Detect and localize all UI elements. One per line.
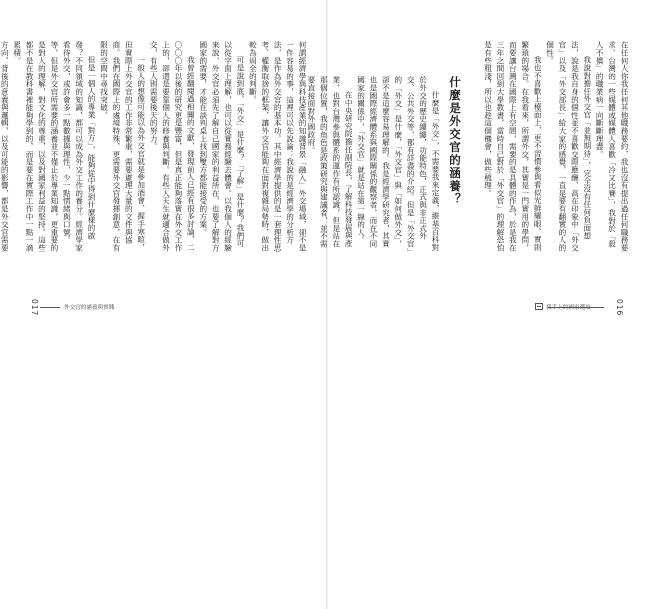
section-title: 什麼是外交官的涵養？	[448, 76, 462, 206]
body-paragraph: 何謂經濟學與科技產業的知識背景「融入」外交場域，卻不是一件容易的事，這裡可以先說論：我說的是經濟學的分析方法，是作為外交官的基本功。其中經濟學提供的是一套理性思考、權衡取捨的框架，讓外交官能夠在面對複雜局勢時，做出較為周全的判斷。	[248, 41, 307, 252]
section-paragraph: 什麼是「外交」，不需要我來定義，維基百科對於外交的歷史縷縷，功能特色，正式與非正式外交、公共外交等，都有詳盡的介紹。但是「外交官」的「外交」是什麼，「外交官」與「如何做外交」，卻不是這麼容易理解的。我是經濟學研究者，其實也是國際經濟體系與國際關係的觀察者，而在不同國家的關係中，「外交官」就是站在第一線的人。	[356, 76, 440, 252]
left-footer-rule	[40, 307, 60, 308]
body-paragraph: 但是一個人的專業「對方」，能夠從中得到什麼樣的啟發？不同領域的知識，都可以成為外交工作的養分。經濟學家看待外交，或許會多一點數據與理性，少一點情緒與口號。	[62, 41, 97, 252]
left-page-text	[0, 41, 308, 253]
right-page-number: 016	[615, 299, 624, 317]
body-paragraph: 我曾經翻閱過相關的文獻，發現前人已經有很多討論，二〇〇〇年以後的研究更是豐富，但是真正能夠落實在外交工作上的，卻還是要靠個人的修養與判斷。有些人天生就適合做外交，有些人則需要後天的努力。	[149, 41, 196, 252]
right-running-head: 我手上的國家選項	[546, 305, 591, 311]
section-paragraph: 在中央研究院擔任副院長，了解科技發展與產業，也對台灣參與體系的運作有所認識，但是站在那個位置，我的角色是政策研究與建議者，並不需要直接面對外國政府。	[306, 76, 354, 248]
left-running-head: 外交官的涵養與實踐	[64, 305, 115, 311]
body-paragraph: 等，但是外交官所需要的涵養並不僅止於專業知識，更重要的是對人的理解，對文化的尊重，以及對國家利益的堅持。這些都不是在教科書裡能夠學到的，而是要在實際工作中一點一滴累積。	[12, 41, 59, 252]
body-paragraph: 一般人的想像可能以為外交官就是參加酒會、握手寒暄，但實際上外交官的工作非常繁重，需要處理大量的文件與協商。我們在國際上的處境特殊，更需要外交官發揮創意，在有限的空間中尋找突破。	[99, 41, 146, 252]
left-page-number: 017	[30, 299, 39, 317]
intro-paragraph: 我也不喜歡上檯面上，更不習慣參與看似光鮮耀眼、實則繁瑣的場合。在我看來，所謂外交，其實是一門實用的學問，而要讓台灣在國際上有空間，需要的是具體的作為，於是我在三年之間回到大學教書，當時自己對於「外交官」的理解恐怕是有些粗淺，所以也趁這個機會，做些梳理。	[483, 41, 543, 252]
intro-paragraph: 在任何人你我任何其他職務要約，我也沒有提出過任何職務要求。台灣的一些媒體或媒體人喜歡「冷又比賽」，我對於「殺人不償」的職業病一向斷斷理盡。	[595, 41, 629, 252]
series-emblem-icon	[535, 303, 543, 310]
intro-paragraph: 我說對擔任外交官「並無期待」，完全沒有任何負面想法，說是我自身的個性並不喜歡交際應酬、高在印象中「外交官」以及「外交部長」給大家的感覺，一直是要有翻實的人的個性。	[545, 41, 592, 252]
right-page-intro-text	[462, 41, 630, 253]
body-paragraph: 可是說到底，「外交」是什麼？「了解」是什麼？我們可以從字面上理解，也可以從實務經驗去體會。以我個人的經驗來說，外交官必須先了解自己國家的利益所在，也要了解對方國家的需要，才能在談判桌上找到雙方都能接受的方案。	[198, 41, 245, 252]
right-page-section-text	[306, 76, 441, 254]
body-paragraph: 方向、背後的意義與邏輯，以及可能的影響，都是外交官需要	[0, 41, 10, 252]
